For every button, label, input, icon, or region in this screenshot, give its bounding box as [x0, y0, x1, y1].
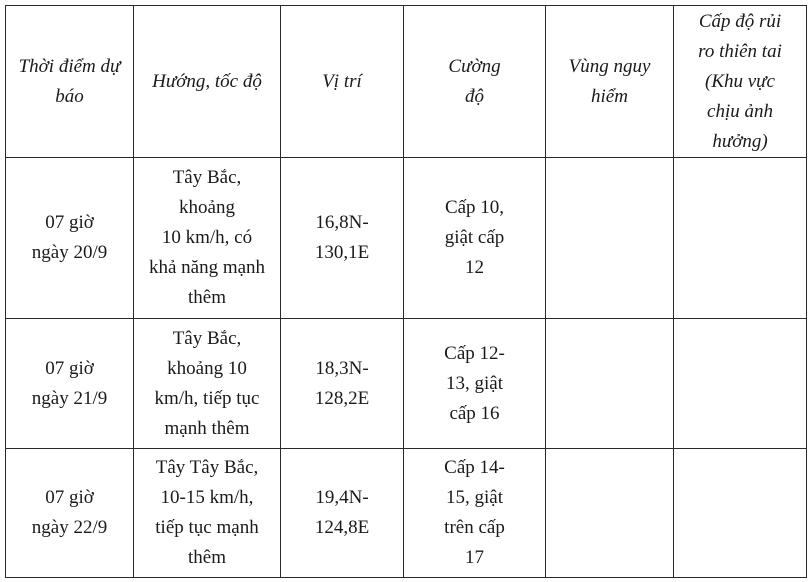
- header-intensity-label: Cường độ: [448, 55, 501, 107]
- cell-position: [281, 449, 404, 578]
- cell-danger-zone: [546, 319, 674, 449]
- cell-time-text: 07 giờ ngày 22/9: [31, 487, 108, 538]
- cell-position-text: 18,3N- 128,2E: [314, 357, 370, 409]
- cell-intensity-text: Cấp 10, giật cấp 12: [444, 197, 505, 278]
- cell-intensity-text: Cấp 14- 15, giật trên cấp 17: [444, 457, 505, 568]
- forecast-table-container: [5, 5, 807, 578]
- header-intensity: [404, 6, 546, 158]
- header-forecast-time: [6, 6, 134, 158]
- cell-risk-level: [674, 319, 807, 449]
- header-direction-speed: [134, 6, 281, 158]
- cell-time: [6, 449, 134, 578]
- cell-risk-level: [674, 449, 807, 578]
- header-direction-speed-label: Hướng, tốc độ: [152, 70, 262, 92]
- cell-time: [6, 319, 134, 449]
- cell-time-text: 07 giờ ngày 20/9: [31, 212, 108, 263]
- cell-direction: [134, 319, 281, 449]
- header-risk-level: [674, 6, 807, 158]
- cell-danger-zone: [546, 449, 674, 578]
- header-position-label: Vị trí: [322, 70, 362, 92]
- storm-forecast-table: [5, 5, 807, 578]
- table-row: [6, 449, 807, 578]
- cell-position-text: 16,8N- 130,1E: [314, 212, 370, 263]
- header-forecast-time-label: Thời điểm dự báo: [18, 55, 121, 107]
- cell-direction: [134, 158, 281, 319]
- cell-intensity: [404, 319, 546, 449]
- cell-intensity: [404, 449, 546, 578]
- cell-position-text: 19,4N- 124,8E: [314, 487, 370, 538]
- cell-direction: [134, 449, 281, 578]
- cell-risk-level: [674, 158, 807, 319]
- header-position: [281, 6, 404, 158]
- cell-time-text: 07 giờ ngày 21/9: [31, 357, 108, 409]
- cell-intensity: [404, 158, 546, 319]
- table-row: [6, 319, 807, 449]
- table-row: [6, 158, 807, 319]
- header-danger-zone-label: Vùng nguy hiểm: [568, 55, 651, 107]
- cell-danger-zone: [546, 158, 674, 319]
- table-header-row: [6, 6, 807, 158]
- cell-direction-text: Tây Tây Bắc, 10-15 km/h, tiếp tục mạnh thêm: [155, 457, 259, 568]
- cell-direction-text: Tây Bắc, khoảng 10 km/h, có khả năng mạnh thêm: [148, 167, 266, 308]
- cell-direction-text: Tây Bắc, khoảng 10 km/h, tiếp tục mạnh thêm: [154, 327, 260, 439]
- cell-time: [6, 158, 134, 319]
- cell-position: [281, 319, 404, 449]
- cell-position: [281, 158, 404, 319]
- cell-intensity-text: Cấp 12- 13, giật cấp 16: [444, 342, 505, 424]
- header-danger-zone: [546, 6, 674, 158]
- header-risk-level-label: Cấp độ rủi ro thiên tai (Khu vực chịu ảnh hưởng): [698, 10, 782, 152]
